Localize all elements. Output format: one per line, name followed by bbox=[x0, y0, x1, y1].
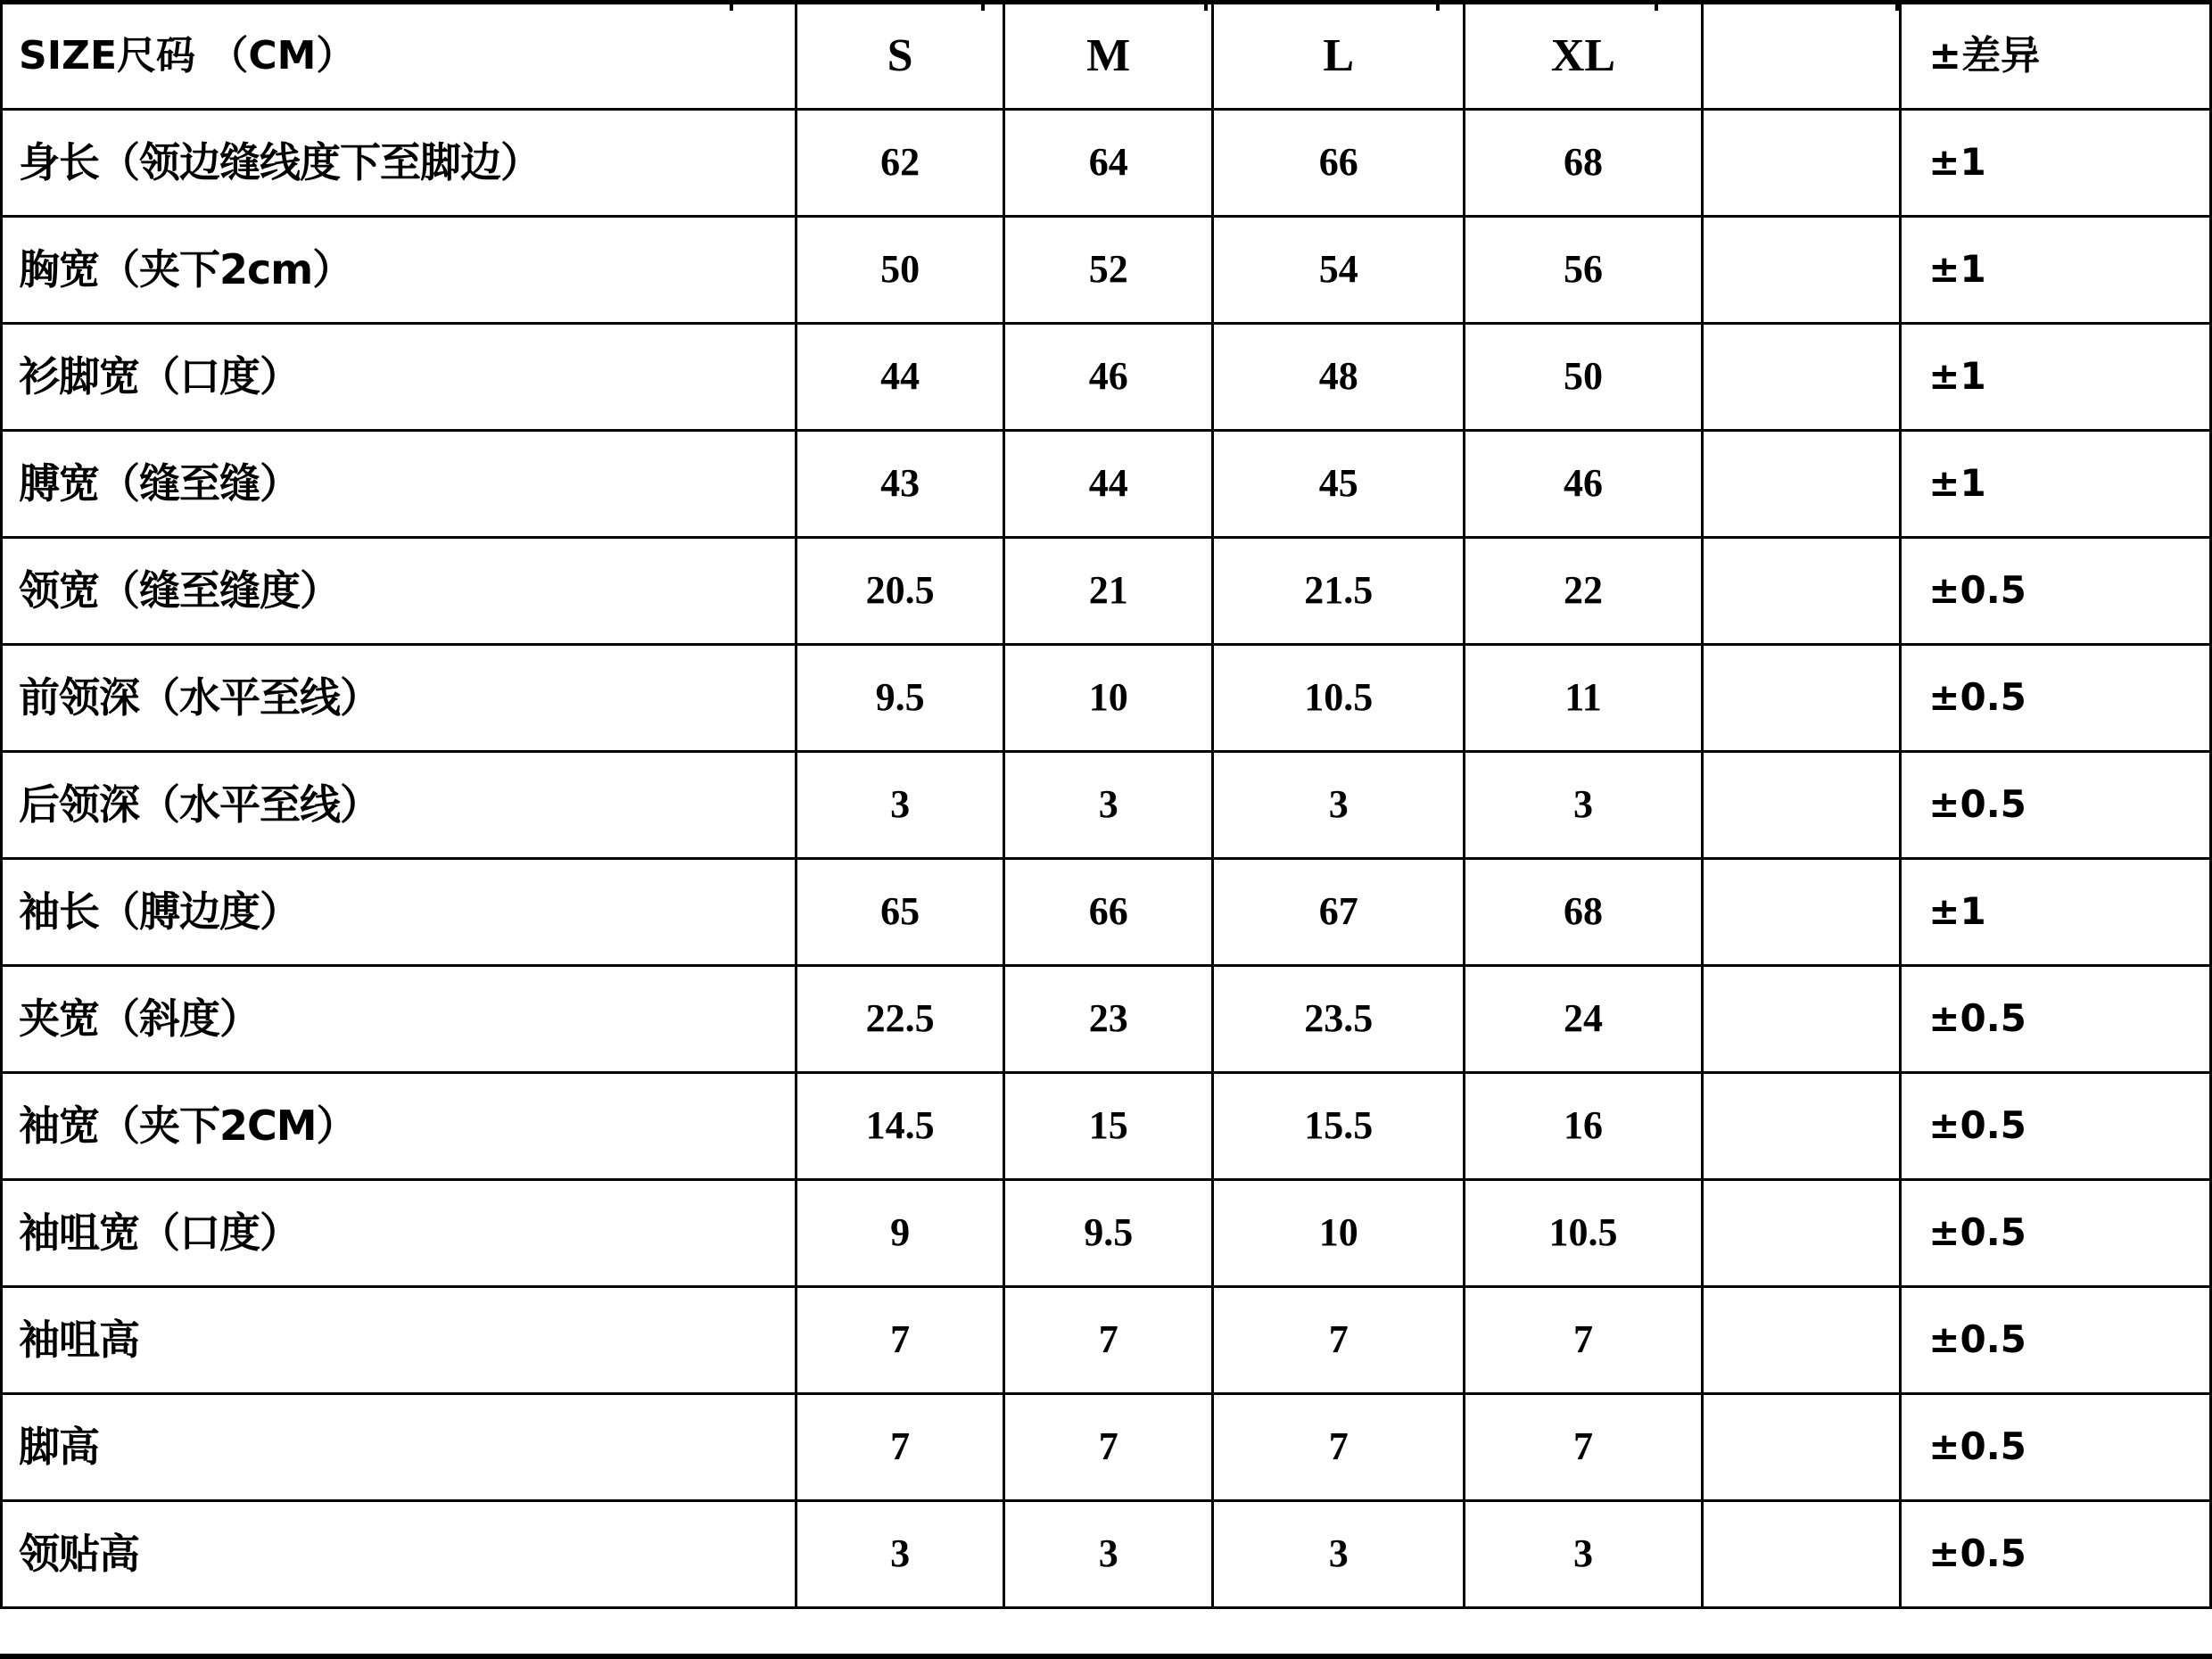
row-spacer bbox=[1702, 966, 1901, 1073]
row-value-xl: 22 bbox=[1465, 538, 1702, 645]
row-value-l: 7 bbox=[1212, 1287, 1464, 1394]
row-label: 领贴高 bbox=[2, 1501, 796, 1608]
row-value-xl: 68 bbox=[1465, 859, 1702, 966]
row-tolerance: ±0.5 bbox=[1901, 1180, 2211, 1287]
row-value-l: 45 bbox=[1212, 431, 1464, 538]
header-tolerance: ±差异 bbox=[1901, 3, 2211, 110]
row-label: 胸宽（夹下2cm） bbox=[2, 217, 796, 324]
row-value-xl: 7 bbox=[1465, 1394, 1702, 1501]
row-label: 膊宽（缝至缝） bbox=[2, 431, 796, 538]
row-label: 袖咀宽（口度） bbox=[2, 1180, 796, 1287]
table-row bbox=[2, 1073, 2211, 1180]
table-row bbox=[2, 431, 2211, 538]
row-spacer bbox=[1702, 538, 1901, 645]
top-divider-3 bbox=[1204, 0, 1208, 11]
row-value-s: 9 bbox=[796, 1180, 1004, 1287]
row-value-m: 66 bbox=[1004, 859, 1213, 966]
row-value-xl: 46 bbox=[1465, 431, 1702, 538]
row-value-s: 43 bbox=[796, 431, 1004, 538]
row-label: 衫脚宽（口度） bbox=[2, 324, 796, 431]
row-value-l: 23.5 bbox=[1212, 966, 1464, 1073]
top-divider-4 bbox=[1436, 0, 1440, 11]
row-tolerance: ±1 bbox=[1901, 217, 2211, 324]
table-row bbox=[2, 859, 2211, 966]
row-value-s: 3 bbox=[796, 752, 1004, 859]
row-spacer bbox=[1702, 752, 1901, 859]
row-value-m: 10 bbox=[1004, 645, 1213, 752]
table-row bbox=[2, 966, 2211, 1073]
top-divider-5 bbox=[1655, 0, 1658, 11]
row-value-l: 67 bbox=[1212, 859, 1464, 966]
row-tolerance: ±1 bbox=[1901, 431, 2211, 538]
row-value-l: 48 bbox=[1212, 324, 1464, 431]
row-value-xl: 7 bbox=[1465, 1287, 1702, 1394]
row-spacer bbox=[1702, 1394, 1901, 1501]
row-value-l: 10.5 bbox=[1212, 645, 1464, 752]
row-value-l: 54 bbox=[1212, 217, 1464, 324]
row-value-s: 22.5 bbox=[796, 966, 1004, 1073]
row-value-l: 3 bbox=[1212, 752, 1464, 859]
row-value-xl: 11 bbox=[1465, 645, 1702, 752]
row-value-m: 3 bbox=[1004, 752, 1213, 859]
header-size-label: SIZE尺码 （CM） bbox=[2, 3, 796, 110]
row-spacer bbox=[1702, 1287, 1901, 1394]
table-row bbox=[2, 538, 2211, 645]
row-value-m: 7 bbox=[1004, 1287, 1213, 1394]
row-tolerance: ±0.5 bbox=[1901, 1501, 2211, 1608]
table-row bbox=[2, 1180, 2211, 1287]
row-value-m: 44 bbox=[1004, 431, 1213, 538]
row-tolerance: ±0.5 bbox=[1901, 1394, 2211, 1501]
row-value-xl: 50 bbox=[1465, 324, 1702, 431]
table-body bbox=[2, 3, 2211, 1608]
row-tolerance: ±0.5 bbox=[1901, 645, 2211, 752]
row-tolerance: ±0.5 bbox=[1901, 1287, 2211, 1394]
row-value-m: 64 bbox=[1004, 110, 1213, 217]
row-tolerance: ±1 bbox=[1901, 110, 2211, 217]
row-spacer bbox=[1702, 645, 1901, 752]
row-spacer bbox=[1702, 1501, 1901, 1608]
row-value-l: 21.5 bbox=[1212, 538, 1464, 645]
row-value-xl: 68 bbox=[1465, 110, 1702, 217]
row-tolerance: ±1 bbox=[1901, 324, 2211, 431]
row-value-m: 15 bbox=[1004, 1073, 1213, 1180]
row-label: 前领深（水平至线） bbox=[2, 645, 796, 752]
row-value-s: 50 bbox=[796, 217, 1004, 324]
row-label: 后领深（水平至线） bbox=[2, 752, 796, 859]
row-label: 夹宽（斜度） bbox=[2, 966, 796, 1073]
row-value-s: 7 bbox=[796, 1394, 1004, 1501]
row-tolerance: ±0.5 bbox=[1901, 1073, 2211, 1180]
row-value-s: 14.5 bbox=[796, 1073, 1004, 1180]
table-row bbox=[2, 110, 2211, 217]
row-label: 领宽（缝至缝度） bbox=[2, 538, 796, 645]
table-row bbox=[2, 1394, 2211, 1501]
row-value-s: 3 bbox=[796, 1501, 1004, 1608]
header-size-m: M bbox=[1004, 3, 1213, 110]
row-tolerance: ±0.5 bbox=[1901, 752, 2211, 859]
table-row bbox=[2, 1287, 2211, 1394]
row-value-l: 15.5 bbox=[1212, 1073, 1464, 1180]
row-value-m: 46 bbox=[1004, 324, 1213, 431]
row-value-xl: 16 bbox=[1465, 1073, 1702, 1180]
row-label: 袖咀高 bbox=[2, 1287, 796, 1394]
table-row bbox=[2, 645, 2211, 752]
row-value-s: 62 bbox=[796, 110, 1004, 217]
row-spacer bbox=[1702, 431, 1901, 538]
row-value-m: 23 bbox=[1004, 966, 1213, 1073]
row-tolerance: ±1 bbox=[1901, 859, 2211, 966]
row-value-l: 10 bbox=[1212, 1180, 1464, 1287]
table-top-border bbox=[0, 0, 2212, 4]
row-value-s: 44 bbox=[796, 324, 1004, 431]
row-spacer bbox=[1702, 1180, 1901, 1287]
table-row bbox=[2, 217, 2211, 324]
table-row bbox=[2, 752, 2211, 859]
row-label: 身长（领边缝线度下至脚边） bbox=[2, 110, 796, 217]
row-label: 脚高 bbox=[2, 1394, 796, 1501]
row-value-m: 7 bbox=[1004, 1394, 1213, 1501]
table-row bbox=[2, 1501, 2211, 1608]
row-spacer bbox=[1702, 859, 1901, 966]
header-size-s: S bbox=[796, 3, 1004, 110]
top-divider-1 bbox=[730, 0, 733, 11]
row-value-xl: 56 bbox=[1465, 217, 1702, 324]
row-tolerance: ±0.5 bbox=[1901, 966, 2211, 1073]
row-spacer bbox=[1702, 1073, 1901, 1180]
row-value-l: 3 bbox=[1212, 1501, 1464, 1608]
row-label: 袖长（膊边度） bbox=[2, 859, 796, 966]
top-divider-6 bbox=[1895, 0, 1899, 11]
row-value-xl: 10.5 bbox=[1465, 1180, 1702, 1287]
row-value-m: 52 bbox=[1004, 217, 1213, 324]
header-size-xl: XL bbox=[1465, 3, 1702, 110]
row-value-s: 9.5 bbox=[796, 645, 1004, 752]
row-spacer bbox=[1702, 110, 1901, 217]
row-value-xl: 24 bbox=[1465, 966, 1702, 1073]
row-spacer bbox=[1702, 324, 1901, 431]
row-value-l: 7 bbox=[1212, 1394, 1464, 1501]
row-spacer bbox=[1702, 217, 1901, 324]
row-value-s: 7 bbox=[796, 1287, 1004, 1394]
header-spacer bbox=[1702, 3, 1901, 110]
table-header-row bbox=[2, 3, 2211, 110]
row-value-s: 20.5 bbox=[796, 538, 1004, 645]
row-value-s: 65 bbox=[796, 859, 1004, 966]
row-value-l: 66 bbox=[1212, 110, 1464, 217]
row-value-xl: 3 bbox=[1465, 1501, 1702, 1608]
table-row bbox=[2, 324, 2211, 431]
row-label: 袖宽（夹下2CM） bbox=[2, 1073, 796, 1180]
row-value-m: 9.5 bbox=[1004, 1180, 1213, 1287]
row-tolerance: ±0.5 bbox=[1901, 538, 2211, 645]
row-value-m: 3 bbox=[1004, 1501, 1213, 1608]
table-bottom-border bbox=[0, 1654, 2212, 1659]
row-value-xl: 3 bbox=[1465, 752, 1702, 859]
top-divider-2 bbox=[981, 0, 985, 11]
header-size-l: L bbox=[1212, 3, 1464, 110]
row-value-m: 21 bbox=[1004, 538, 1213, 645]
